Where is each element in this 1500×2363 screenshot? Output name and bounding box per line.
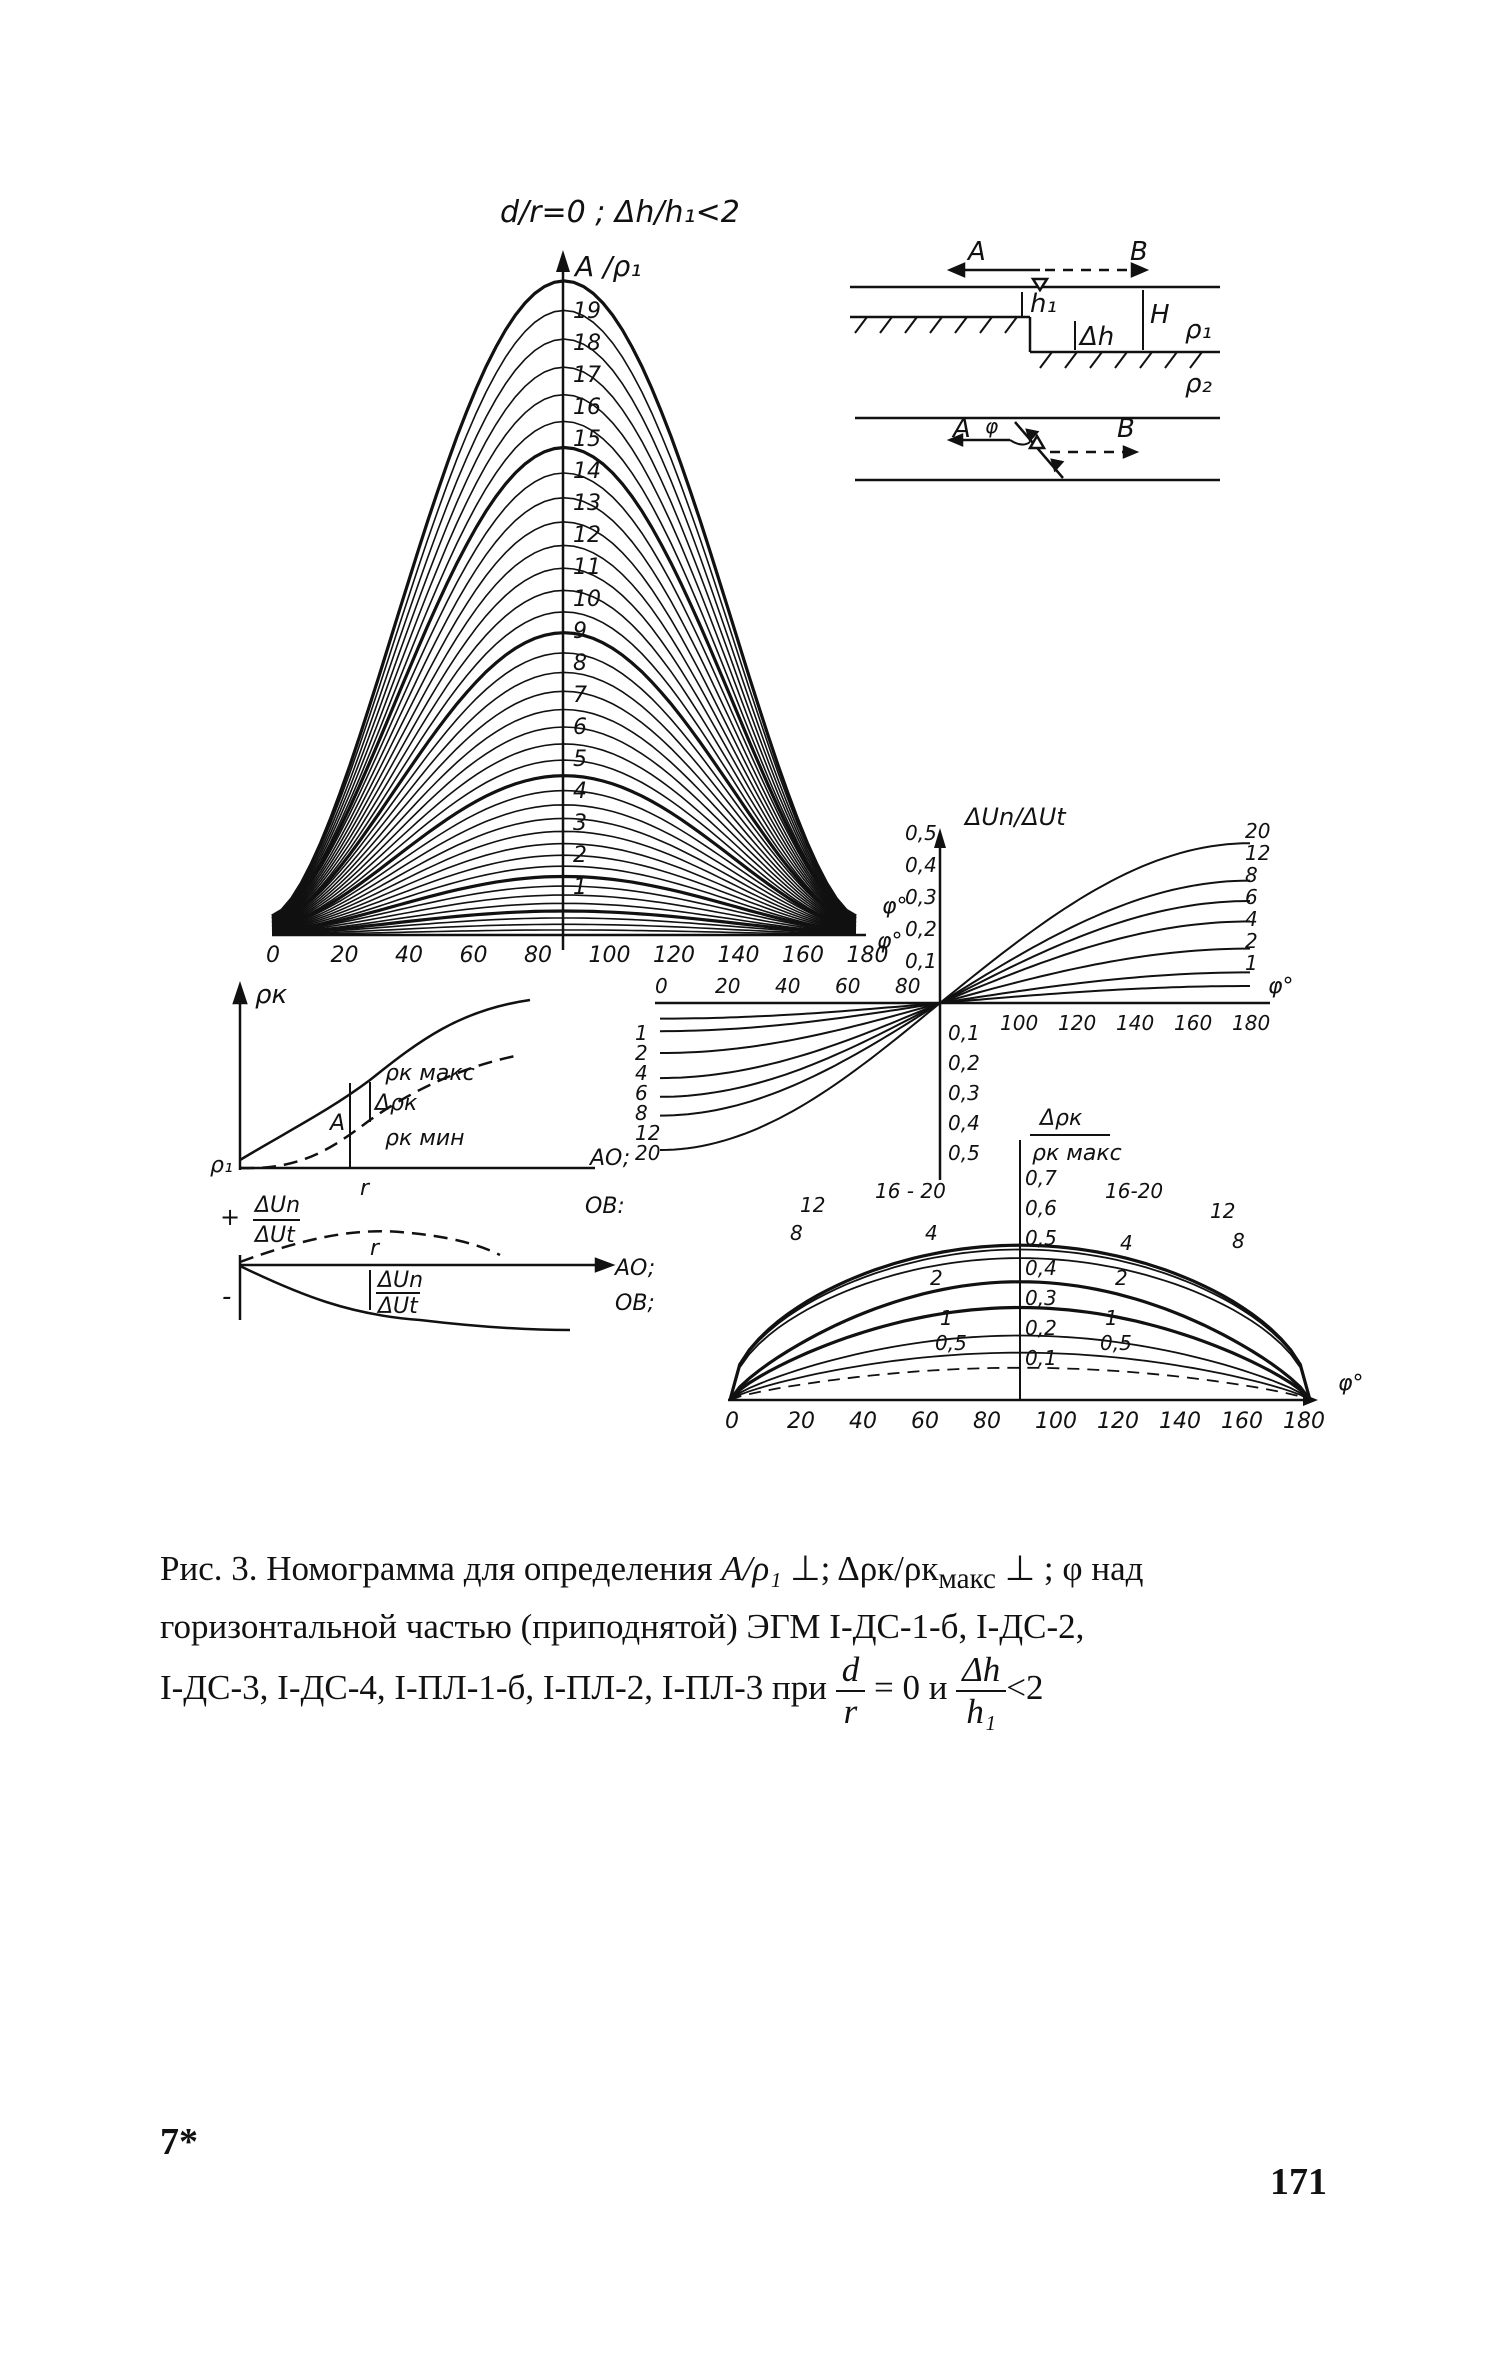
rk-ratio-label-left: 4: [925, 1221, 938, 1245]
inset-hatching-lower: [1040, 352, 1202, 368]
rk-ratio-label-right: 16-20: [1105, 1179, 1164, 1203]
du-y-tick-up: 0,5: [905, 821, 937, 845]
page-left-mark: 7*: [160, 2121, 198, 2163]
bell-curve-label: 9: [573, 619, 587, 644]
du-curve-label-left: 6: [635, 1081, 648, 1105]
rk-ratio-label-right: 8: [1232, 1229, 1245, 1253]
rk-ratio-x-tick: 140: [1159, 1409, 1201, 1434]
rk-label-OB: OB:: [585, 1194, 625, 1219]
inset-plan-label-A: A: [953, 414, 971, 444]
du-y-tick-up: 0,2: [905, 917, 937, 941]
du-curve-label-left: 2: [635, 1041, 648, 1065]
du-curve-label-right: 20: [1245, 819, 1271, 843]
main-x-ticks: [266, 943, 889, 968]
bell-curve-label: 7: [573, 683, 587, 708]
rk-label-min: ρк мин: [385, 1126, 465, 1151]
caption-drk: Δρк/ρк: [837, 1549, 939, 1588]
du-x-tick-right: 120: [1058, 1011, 1097, 1035]
main-x-tick: 140: [717, 943, 760, 968]
main-x-tick: 60: [459, 943, 488, 968]
du-small-axis-arrow-icon: [596, 1259, 612, 1271]
rk-ratio-x-tick: 80: [973, 1409, 1001, 1434]
bell-curve-label: 18: [573, 331, 601, 356]
page-number: 171: [1270, 2161, 1327, 2203]
bell-curve-label: 11: [573, 555, 601, 580]
inset-angle-arc: [1010, 440, 1030, 445]
inset-label-rho1: ρ₁: [1185, 315, 1212, 345]
rk-ratio-x-label: φ°: [1338, 1371, 1364, 1396]
rk-ratio-label-left: 2: [930, 1266, 943, 1290]
inset-label-rho2: ρ₂: [1185, 369, 1212, 399]
du-y-label: ΔUn/ΔUt: [965, 803, 1066, 831]
du-x-tick-right: 160: [1174, 1011, 1213, 1035]
du-small-label-AO: AO;: [615, 1256, 656, 1281]
bell-curve-label: 8: [573, 651, 587, 676]
du-curve-label-left: 12: [635, 1121, 661, 1145]
du-small-minus: -: [222, 1282, 232, 1312]
rk-ratio-label-left: 16 - 20: [875, 1179, 946, 1203]
arrow-right-icon: [1124, 447, 1136, 457]
rk-label-r: r: [360, 1176, 370, 1201]
rk-ratio-x-tick: 0: [725, 1409, 739, 1434]
inset-labels: [951, 237, 1212, 444]
bell-curve-labels: [573, 299, 601, 900]
du-x-tick-left: 0: [655, 974, 668, 998]
inset-hatching-upper: [855, 317, 1017, 333]
du-small-frac-den: ΔUt: [378, 1294, 418, 1319]
bell-curve-label: 10: [573, 587, 601, 612]
rk-ratio-label-right: 0,5: [1100, 1331, 1132, 1355]
inset-label-H: H: [1150, 300, 1170, 330]
rk-ratio-label-left: 1: [940, 1306, 953, 1330]
du-curve-label-left: 4: [635, 1061, 648, 1085]
caption-frac1-den: r: [843, 1692, 858, 1731]
caption-a-over-rho: A/ρ₁: [721, 1549, 782, 1588]
rk-ratio-y-tick: 0,6: [1025, 1196, 1057, 1220]
rk-label-max: ρк макс: [385, 1061, 475, 1086]
caption-fraction-d-r: [836, 1650, 866, 1732]
du-y-tick-down: 0,5: [948, 1141, 980, 1165]
du-x-tick-left: 20: [715, 974, 741, 998]
main-chart: [266, 250, 903, 968]
du-x-tick-right: 140: [1116, 1011, 1155, 1035]
rk-ratio-x-tick: 20: [787, 1409, 815, 1434]
du-curve-label-left: 8: [635, 1101, 648, 1125]
du-y-tick-down: 0,3: [948, 1081, 980, 1105]
rk-ratio-y-tick: 0,1: [1025, 1346, 1057, 1370]
electrode-marker-icon: [1052, 460, 1062, 470]
main-x-tick: 180: [846, 943, 889, 968]
du-small-ylabel-num: ΔUn: [255, 1193, 301, 1218]
caption-perp: ⊥;: [790, 1549, 831, 1588]
rk-ratio-y-tick: 0,7: [1025, 1166, 1057, 1190]
rk-ratio-y-tick: 0,3: [1025, 1286, 1057, 1310]
caption-line2: горизонтальной частью (приподнятой) ЭГМ I-ДС-1-б, I-ДС-2,: [160, 1607, 1085, 1646]
bell-curve-label: 2: [573, 843, 587, 868]
rk-y-label: ρк: [255, 980, 288, 1010]
rk-ratio-y-tick: 0,4: [1025, 1256, 1057, 1280]
du-curve-label-right: 6: [1245, 885, 1258, 909]
rk-ratio-ylabel-den: ρк макс: [1032, 1141, 1122, 1166]
rk-ratio-x-tick: 120: [1097, 1409, 1139, 1434]
du-x-tick-left: 80: [895, 974, 921, 998]
caption-frac2-den: h₁: [966, 1692, 997, 1731]
figure-top-title: d/r=0 ; Δh/h₁<2: [500, 195, 740, 230]
du-small-label-r: r: [370, 1236, 380, 1261]
caption-frac2-num: Δh: [956, 1650, 1006, 1692]
du-x-tick-left: 40: [775, 974, 801, 998]
rk-ratio-label-right: 2: [1115, 1266, 1128, 1290]
du-curve-label-right: 8: [1245, 863, 1258, 887]
figure-caption: [160, 1545, 1340, 1732]
du-x-tick-right: 180: [1232, 1011, 1271, 1035]
du-y-tick-up: 0,4: [905, 853, 937, 877]
inset-label-A: A: [968, 237, 986, 267]
rk-ratio-label-left: 12: [800, 1193, 826, 1217]
bell-curve-label: 12: [573, 523, 601, 548]
du-curve-label-right: 12: [1245, 841, 1271, 865]
main-x-tick: 100: [588, 943, 631, 968]
rk-ratio-x-tick: 160: [1221, 1409, 1263, 1434]
rk-ratio-y-tick: 0,5: [1025, 1226, 1057, 1250]
main-y-label: A /ρ₁: [575, 250, 642, 283]
du-y-tick-down: 0,2: [948, 1051, 980, 1075]
du-y-tick-up: 0,3: [905, 885, 937, 909]
bell-curve-label: 3: [573, 811, 587, 836]
bell-curve-label: 15: [573, 427, 601, 452]
main-x-label: φ°: [877, 929, 903, 954]
rk-ratio-label-right: 1: [1105, 1306, 1118, 1330]
caption-lt: <2: [1006, 1668, 1044, 1708]
rk-label-drk: Δρк: [375, 1091, 418, 1116]
rk-ratio-ylabel-num: Δρк: [1040, 1106, 1083, 1131]
caption-drk-sub: макс: [938, 1563, 996, 1595]
bell-curve-label: 6: [573, 715, 587, 740]
main-x-tick: 120: [653, 943, 695, 968]
du-small-ylabel-den: ΔUt: [255, 1223, 295, 1248]
inset-label-B: B: [1130, 237, 1148, 267]
bell-curve-label: 5: [573, 747, 587, 772]
du-x-label: φ°: [1268, 974, 1294, 999]
du-curve-right: [940, 986, 1250, 1003]
bell-curve-label: 17: [573, 363, 601, 388]
rk-ratio-x-tick: 60: [911, 1409, 939, 1434]
caption-fraction-dh-h1: [956, 1650, 1006, 1732]
caption-eq: = 0 и: [873, 1668, 948, 1708]
du-curve-left: [660, 1003, 940, 1019]
du-small-plus: +: [220, 1203, 241, 1231]
du-curve-right: [940, 949, 1250, 1003]
rk-ratio-label-left: 8: [790, 1221, 803, 1245]
du-curve-label-right: 2: [1245, 929, 1258, 953]
bell-curve-label: 14: [573, 459, 601, 484]
inset-label-h1: h₁: [1030, 289, 1057, 319]
bell-curve-label: 13: [573, 491, 601, 516]
du-phi-label-left: φ°: [882, 894, 908, 919]
rk-chart-labels: [210, 980, 655, 1319]
du-curve-label-left: 1: [635, 1021, 648, 1045]
main-x-tick: 0: [266, 943, 280, 968]
caption-prefix: Рис. 3. Номограмма для определения: [160, 1549, 713, 1588]
rk-ratio-label-left: 0,5: [935, 1331, 967, 1355]
du-y-tick-down: 0,4: [948, 1111, 980, 1135]
du-curve-label-right: 1: [1245, 951, 1258, 975]
rk-ratio-x-tick: 180: [1283, 1409, 1325, 1434]
main-y-axis-arrow-icon: [556, 250, 570, 272]
rk-label-AO: AO;: [590, 1146, 631, 1171]
rk-ratio-chart: [725, 1106, 1364, 1434]
du-y-tick-up: 0,1: [905, 949, 937, 973]
inset-plan-label-B: B: [1117, 414, 1135, 444]
main-x-tick: 80: [524, 943, 552, 968]
rk-label-A: A: [330, 1111, 346, 1136]
du-x-tick-right: 100: [1000, 1011, 1039, 1035]
rk-label-rho1: ρ₁: [210, 1153, 233, 1178]
caption-perp2: ⊥ ; φ над: [1004, 1549, 1144, 1588]
du-small-frac-num: ΔUn: [378, 1268, 424, 1293]
bell-curve-label: 4: [573, 779, 587, 804]
inset-label-dh: Δh: [1080, 322, 1115, 352]
rk-ratio-label-right: 12: [1210, 1199, 1236, 1223]
caption-line3: I-ДС-3, I-ДС-4, I-ПЛ-1-б, I-ПЛ-2, I-ПЛ-3 при: [160, 1668, 827, 1708]
bell-curve-label: 1: [573, 875, 587, 900]
arrow-left-icon: [950, 264, 964, 276]
du-x-tick-left: 60: [835, 974, 861, 998]
rk-ratio-x-tick: 100: [1035, 1409, 1077, 1434]
rk-ratio-x-tick: 40: [849, 1409, 877, 1434]
du-curve-label-left: 20: [635, 1141, 661, 1165]
caption-frac1-num: d: [836, 1650, 866, 1692]
du-curve-label-right: 4: [1245, 907, 1258, 931]
rk-ratio-label-right: 4: [1120, 1231, 1133, 1255]
rk-ratio-y-tick: 0,2: [1025, 1316, 1057, 1340]
bell-curve-label: 19: [573, 299, 601, 324]
main-x-tick: 40: [395, 943, 423, 968]
inset-plan-label-phi: φ: [985, 414, 999, 438]
du-small-label-OB: OB;: [615, 1291, 655, 1316]
main-x-tick: 160: [782, 943, 824, 968]
du-y-tick-down: 0,1: [948, 1021, 980, 1045]
rk-y-axis-arrow-icon: [234, 985, 246, 1003]
main-x-tick: 20: [330, 943, 359, 968]
bell-curve-label: 16: [573, 395, 601, 420]
